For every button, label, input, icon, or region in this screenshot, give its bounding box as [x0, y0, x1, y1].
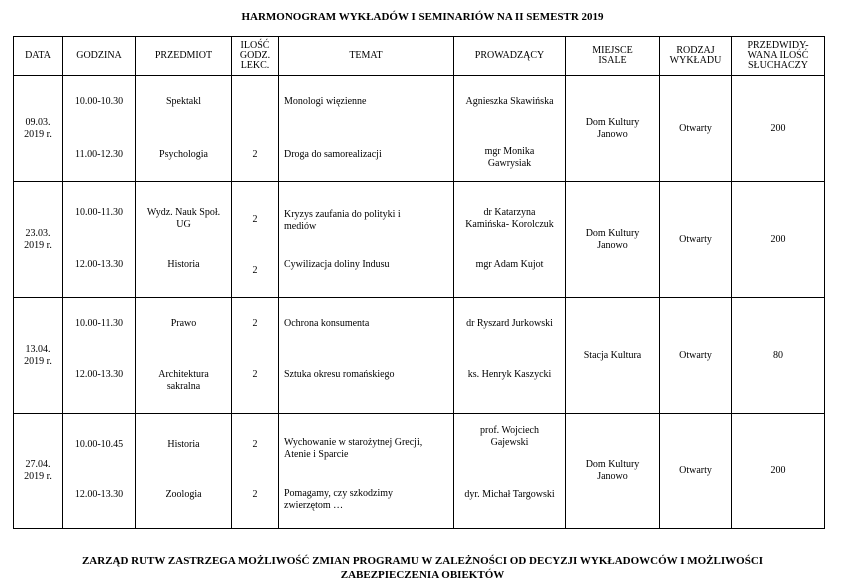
- disclaimer-line: ZABEZPIECZENIA OBIEKTÓW: [340, 569, 505, 581]
- hours-cell: [232, 298, 279, 414]
- session-lecturer: ks. Henryk Kaszycki: [467, 369, 552, 381]
- session-time: 12.00-13.30: [74, 369, 124, 381]
- session-topic: Kryzys zaufania do polityki i mediów: [284, 209, 401, 233]
- header-expected-line: PRZEDWIDY-: [747, 40, 809, 51]
- type-cell: Otwarty: [660, 182, 732, 298]
- session-topic: Droga do samorealizacji: [284, 148, 382, 160]
- expected-cell: 200: [732, 414, 825, 529]
- date-cell: [14, 298, 63, 414]
- session-hours: 2: [252, 488, 258, 500]
- header-place-line: ISALE: [598, 55, 627, 66]
- session-subject: Spektakl: [166, 96, 201, 108]
- type-cell: Otwarty: [660, 298, 732, 414]
- header-expected-line: WANA ILOŚĆ: [747, 50, 809, 61]
- date-cell: [14, 182, 63, 298]
- session-time: 12.00-13.30: [74, 258, 124, 270]
- session-lecturer: dr Ryszard Jurkowski: [466, 318, 553, 330]
- session-lecturer: mgr Adam Kujot: [475, 258, 544, 270]
- session-topic: Ochrona konsumenta: [284, 318, 370, 330]
- lecturer-cell: [454, 414, 566, 529]
- header-place-line: MIEJSCE: [592, 45, 633, 56]
- hours-cell: [232, 182, 279, 298]
- lecturer-cell: [454, 298, 566, 414]
- session-lecturer: mgr Monika Gawrysiak: [484, 145, 535, 169]
- header-hours: [232, 37, 279, 76]
- schedule-table: [13, 36, 825, 529]
- subject-cell: [136, 298, 232, 414]
- session-subject: Wydz. Nauk Społ. UG: [146, 206, 221, 230]
- table-row: [14, 76, 825, 182]
- header-expected: [732, 37, 825, 76]
- header-expected-line: SŁUCHACZY: [747, 60, 808, 71]
- session-time: 10.00-10.45: [74, 438, 124, 450]
- place-cell: Dom Kultury Janowo: [566, 414, 660, 529]
- topic-cell: [279, 414, 454, 529]
- date-cell: [14, 414, 63, 529]
- type-cell: Otwarty: [660, 414, 732, 529]
- header-date: DATA: [14, 37, 63, 76]
- time-cell: [63, 414, 136, 529]
- header-row: [14, 37, 825, 76]
- session-time: 12.00-13.30: [74, 488, 124, 500]
- session-topic: Monologi więzienne: [284, 96, 367, 108]
- session-hours: 2: [252, 264, 258, 276]
- session-subject: Zoologia: [165, 488, 202, 500]
- date-year: 2019 r.: [24, 355, 52, 367]
- session-hours: 2: [252, 148, 258, 160]
- date-day: 09.03.: [25, 116, 51, 128]
- session-time: 10.00-10.30: [74, 96, 124, 108]
- expected-cell: 80: [732, 298, 825, 414]
- session-lecturer: dr Katarzyna Kamińska- Korolczuk: [465, 206, 554, 230]
- document-title: HARMONOGRAM WYKŁADÓW I SEMINARIÓW NA II SEMESTR 2019: [241, 11, 604, 23]
- disclaimer-note: [0, 554, 845, 582]
- session-hours: 2: [252, 438, 258, 450]
- header-hours-line: LEKC.: [240, 60, 270, 71]
- session-time: 11.00-12.30: [75, 148, 123, 160]
- date-year: 2019 r.: [24, 239, 52, 251]
- session-lecturer: prof. Wojciech Gajewski: [480, 424, 539, 448]
- header-subject: PRZEDMIOT: [136, 37, 232, 76]
- expected-cell: 200: [732, 76, 825, 182]
- date-year: 2019 r.: [24, 471, 52, 482]
- header-type-line: RODZAJ: [676, 45, 715, 56]
- header-place: [566, 37, 660, 76]
- type-cell: Otwarty: [660, 76, 732, 182]
- topic-cell: [279, 182, 454, 298]
- session-subject: Historia: [167, 258, 200, 270]
- subject-cell: [136, 76, 232, 182]
- topic-cell: [279, 298, 454, 414]
- session-subject: Historia: [167, 438, 200, 450]
- table-row: [14, 298, 825, 414]
- session-topic: Cywilizacja doliny Indusu: [284, 258, 390, 270]
- topic-cell: [279, 76, 454, 182]
- date-cell: [14, 76, 63, 182]
- hours-cell: [232, 414, 279, 529]
- lecturer-cell: [454, 76, 566, 182]
- time-cell: [63, 182, 136, 298]
- header-type: [660, 37, 732, 76]
- expected-cell: 200: [732, 182, 825, 298]
- header-type-line: WYKŁADU: [669, 55, 722, 66]
- session-hours: 2: [252, 318, 258, 330]
- session-hours: 2: [252, 213, 258, 225]
- session-subject: Prawo: [170, 318, 197, 330]
- header-lecturer: PROWADZĄCY: [454, 37, 566, 76]
- date-year: 2019 r.: [24, 128, 52, 140]
- subject-cell: [136, 414, 232, 529]
- place-cell: Stacja Kultura: [566, 298, 660, 414]
- header-time: GODZINA: [63, 37, 136, 76]
- table-row: [14, 414, 825, 529]
- disclaimer-line: ZARZĄD RUTW ZASTRZEGA MOŻLIWOŚĆ ZMIAN PROGRAMU W ZALEŻNOŚCI OD DECYZJI WYKŁADOWCÓW I MOŻLIWOŚCI: [81, 555, 764, 567]
- session-time: 10.00-11.30: [75, 318, 123, 330]
- time-cell: [63, 298, 136, 414]
- session-hours: 2: [252, 369, 258, 381]
- place-cell: Dom Kultury Janowo: [566, 76, 660, 182]
- lecturer-cell: [454, 182, 566, 298]
- session-subject: Psychologia: [159, 148, 208, 160]
- place-cell: Dom Kultury Janowo: [566, 182, 660, 298]
- session-lecturer: Agnieszka Skawińska: [465, 96, 554, 108]
- date-day: 23.03.: [25, 227, 51, 239]
- date-day: 13.04.: [25, 343, 51, 355]
- header-hours-line: ILOŚĆ: [240, 40, 270, 51]
- header-topic: TEMAT: [279, 37, 454, 76]
- hours-cell: [232, 76, 279, 182]
- session-topic: Sztuka okresu romańskiego: [284, 369, 395, 381]
- table-row: [14, 182, 825, 298]
- date-day: 27.04.: [25, 459, 51, 470]
- session-topic: Wychowanie w starożytnej Grecji, Atenie i Sparcie: [284, 437, 423, 461]
- session-time: 10.00-11.30: [75, 207, 123, 219]
- session-lecturer: dyr. Michał Targowski: [464, 488, 555, 500]
- session-topic: Pomagamy, czy szkodzimy zwierzętom …: [284, 487, 394, 511]
- subject-cell: [136, 182, 232, 298]
- session-subject: Architektura sakralna: [158, 368, 209, 392]
- header-hours-line: GODZ.: [239, 50, 271, 61]
- time-cell: [63, 76, 136, 182]
